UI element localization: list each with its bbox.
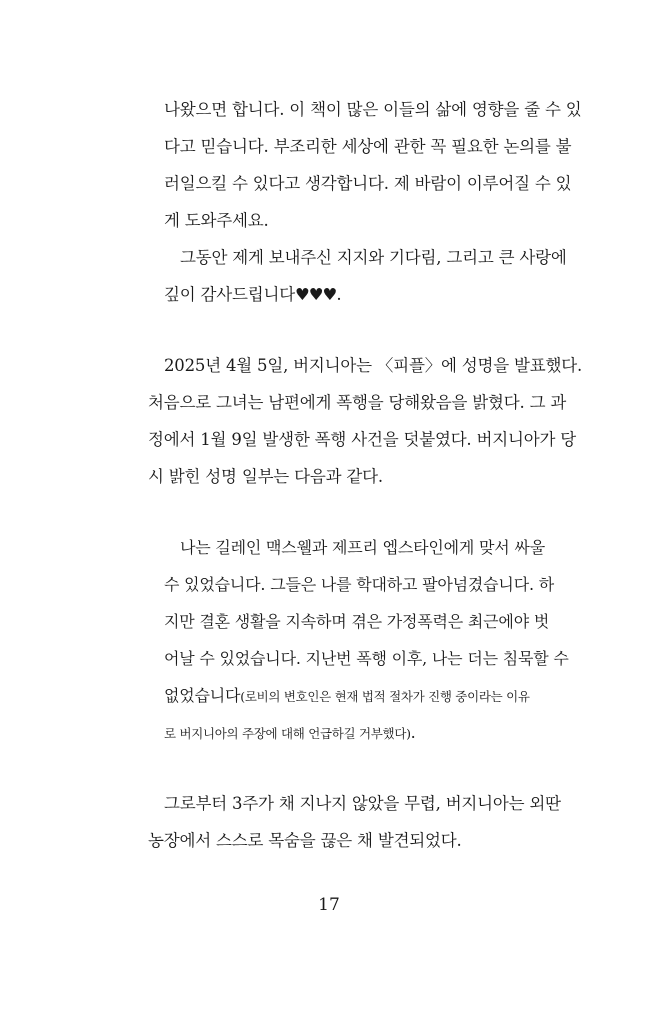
text-line: 시 밝힌 성명 일부는 다음과 같다. (148, 467, 383, 486)
text-line: 게 도와주세요. (164, 211, 269, 230)
text-span: 없었습니다 (164, 686, 241, 705)
text-span: 깊이 감사드립니다 (164, 285, 295, 304)
editorial-note: (로비의 변호인은 현재 법적 절차가 진행 중이라는 이유 (240, 689, 530, 704)
text-line: 어날 수 있었습니다. 지난번 폭행 이후, 나는 더는 침묵할 수 (164, 649, 569, 668)
text-line: 정에서 1월 9일 발생한 폭행 사건을 덧붙였다. 버지니아가 당 (148, 430, 576, 449)
text-span: . (410, 723, 416, 742)
text-line: 러일으킬 수 있다고 생각합니다. 제 바람이 이루어질 수 있 (164, 174, 572, 193)
heart-icon: ♥♥♥ (294, 285, 337, 304)
text-line: 그로부터 3주가 채 지나지 않았을 무렵, 버지니아는 외딴 (164, 794, 561, 813)
text-line: 2025년 4월 5일, 버지니아는 〈피플〉에 성명을 발표했다. (164, 356, 583, 375)
text-line (164, 686, 530, 707)
text-line (164, 285, 341, 305)
text-line: 농장에서 스스로 목숨을 끊은 채 발견되었다. (148, 831, 462, 850)
text-line: 나왔으면 합니다. 이 책이 많은 이들의 삶에 영향을 줄 수 있 (164, 100, 582, 119)
text-line (164, 723, 416, 744)
page-number: 17 (318, 895, 340, 915)
text-line: 그동안 제게 보내주신 지지와 기다림, 그리고 큰 사랑에 (180, 248, 567, 267)
text-line: 수 있었습니다. 그들은 나를 학대하고 팔아넘겼습니다. 하 (164, 575, 554, 594)
text-line: 지만 결혼 생활을 지속하며 겪은 가정폭력은 최근에야 벗 (164, 612, 550, 631)
text-line: 나는 길레인 맥스웰과 제프리 엡스타인에게 맞서 싸울 (180, 538, 545, 557)
text-span: . (336, 285, 342, 304)
text-line: 처음으로 그녀는 남편에게 폭행을 당해왔음을 밝혔다. 그 과 (148, 393, 567, 412)
text-line: 다고 믿습니다. 부조리한 세상에 관한 꼭 필요한 논의를 불 (164, 137, 572, 156)
editorial-note: 로 버지니아의 주장에 대해 언급하길 거부했다) (164, 726, 411, 741)
